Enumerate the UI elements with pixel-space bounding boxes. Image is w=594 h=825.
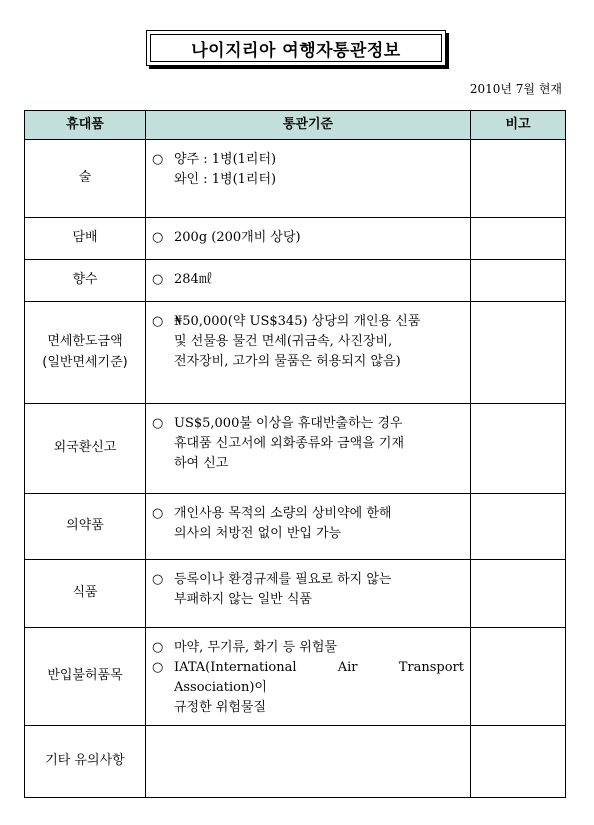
- standard-text: 양주 : 1병(1리터): [174, 152, 277, 167]
- item-category-cell: [25, 560, 146, 628]
- item-category-label: 식품: [72, 585, 98, 601]
- standard-text: 등록이나 환경규제를 필요로 하지 않는: [174, 572, 392, 587]
- standard-text: 284㎖: [174, 272, 212, 287]
- standard-line: [152, 352, 464, 372]
- standard-line: [152, 414, 464, 434]
- standard-line: [152, 150, 464, 170]
- standard-text: 마약, 무기류, 화기 등 위험물: [174, 640, 337, 655]
- standard-text: 규정한 위험물질: [174, 700, 267, 716]
- table-row: [25, 140, 566, 218]
- remarks-cell: [471, 494, 566, 560]
- standard-cell: [146, 140, 471, 218]
- circle-bullet-icon: [152, 454, 174, 474]
- item-category-label: 담배: [72, 230, 98, 246]
- standard-line: [152, 454, 464, 474]
- standard-line: [152, 270, 464, 290]
- standard-cell: [146, 302, 471, 404]
- standard-line: [152, 170, 464, 190]
- standard-text: 부패하지 않는 일반 식품: [174, 592, 312, 608]
- circle-bullet-icon: ○: [152, 152, 164, 167]
- circle-bullet-icon: ○: [152, 640, 164, 655]
- circle-bullet-icon: [152, 590, 174, 610]
- header-remarks: 비고: [471, 111, 566, 140]
- standard-cell: [146, 628, 471, 726]
- standard-text: 및 선물용 물건 면세(귀금속, 사진장비,: [174, 334, 393, 350]
- table-row: [25, 560, 566, 628]
- item-category-cell: [25, 140, 146, 218]
- circle-bullet-icon: [152, 170, 174, 190]
- circle-bullet-icon: ○: [152, 416, 164, 431]
- circle-bullet-icon: [152, 352, 174, 372]
- circle-bullet-icon: [152, 332, 174, 352]
- remarks-cell: [471, 302, 566, 404]
- standard-line: [152, 590, 464, 610]
- standard-cell: [146, 218, 471, 260]
- item-category-cell: [25, 302, 146, 404]
- table-header-row: [25, 111, 566, 140]
- circle-bullet-icon: ○: [152, 506, 164, 521]
- remarks-cell: [471, 725, 566, 797]
- standard-cell: [146, 494, 471, 560]
- circle-bullet-icon: [152, 524, 174, 544]
- remarks-cell: [471, 140, 566, 218]
- table-row: [25, 260, 566, 302]
- item-category-label: 반입불허품목: [47, 668, 123, 684]
- table-row: [25, 628, 566, 726]
- circle-bullet-icon: ○: [152, 572, 164, 587]
- table-row: [25, 302, 566, 404]
- item-category-label: 면세한도금액: [47, 334, 123, 350]
- standard-text: 개인사용 목적의 소량의 상비약에 한해: [174, 506, 392, 521]
- standard-cell: [146, 725, 471, 797]
- customs-table: [24, 110, 566, 798]
- item-category-label: 향수: [72, 272, 98, 288]
- page-title: 나이지리아 여행자통관정보: [191, 40, 401, 61]
- circle-bullet-icon: ○: [152, 660, 164, 676]
- standard-line: [152, 312, 464, 332]
- standard-text: 의사의 처방전 없이 반입 가능: [174, 526, 342, 542]
- item-category-cell: [25, 218, 146, 260]
- standard-line: [152, 658, 464, 698]
- standard-line: [152, 570, 464, 590]
- remarks-cell: [471, 560, 566, 628]
- date-label: 2010년 7월 현재: [469, 82, 562, 96]
- standard-line: [152, 332, 464, 352]
- item-category-cell: [25, 404, 146, 494]
- item-category-cell: [25, 260, 146, 302]
- item-category-label: (일반면세기준): [42, 354, 128, 370]
- standard-cell: [146, 260, 471, 302]
- item-category-cell: [25, 725, 146, 797]
- item-category-cell: [25, 494, 146, 560]
- standard-line: [152, 638, 464, 658]
- standard-text: 휴대품 신고서에 외화종류와 금액을 기재: [174, 436, 405, 452]
- remarks-cell: [471, 628, 566, 726]
- standard-cell: [146, 560, 471, 628]
- circle-bullet-icon: ○: [152, 314, 164, 329]
- item-category-cell: [25, 628, 146, 726]
- header-standard: 통관기준: [146, 111, 471, 140]
- standard-line: [152, 228, 464, 248]
- circle-bullet-icon: ○: [152, 272, 164, 287]
- standard-text: US$5,000불 이상을 휴대반출하는 경우: [174, 416, 403, 431]
- table-row: [25, 218, 566, 260]
- table-row: [25, 494, 566, 560]
- standard-line: [152, 698, 464, 718]
- remarks-cell: [471, 260, 566, 302]
- circle-bullet-icon: [152, 434, 174, 454]
- standard-cell: [146, 404, 471, 494]
- standard-text: IATA(International Air Transport Association)이: [174, 660, 464, 696]
- standard-line: [152, 524, 464, 544]
- standard-text: 하여 신고: [174, 456, 229, 472]
- standard-text: ₦50,000(약 US$345) 상당의 개인용 신품: [174, 314, 421, 329]
- standard-text: 와인 : 1병(1리터): [174, 172, 277, 188]
- circle-bullet-icon: [152, 698, 174, 718]
- standard-line: [152, 434, 464, 454]
- title-box: [146, 30, 446, 66]
- item-category-label: 외국환신고: [53, 440, 117, 456]
- table-row: [25, 404, 566, 494]
- header-item: 휴대품: [25, 111, 146, 140]
- table-body: [25, 140, 566, 798]
- item-category-label: 술: [78, 170, 92, 186]
- standard-line: [152, 504, 464, 524]
- circle-bullet-icon: ○: [152, 230, 164, 245]
- table-row: [25, 725, 566, 797]
- standard-text: 전자장비, 고가의 물품은 허용되지 않음): [174, 354, 401, 370]
- remarks-cell: [471, 218, 566, 260]
- remarks-cell: [471, 404, 566, 494]
- item-category-label: 의약품: [66, 518, 104, 534]
- item-category-label: 기타 유의사항: [45, 752, 125, 768]
- standard-text: 200g (200개비 상당): [174, 230, 301, 245]
